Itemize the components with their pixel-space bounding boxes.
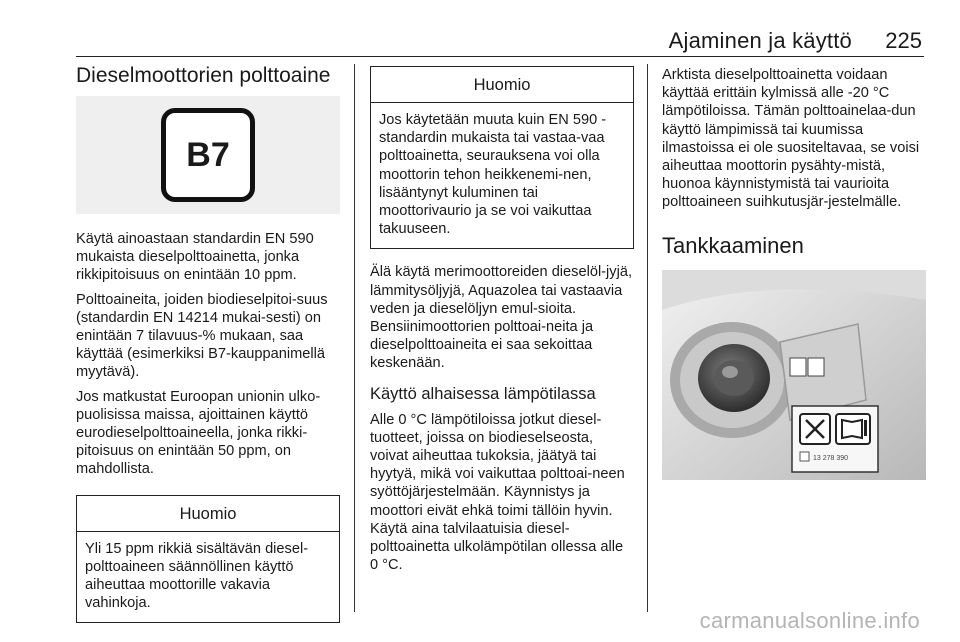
column-divider-1: [354, 64, 355, 612]
column-2: [370, 66, 634, 574]
subheading-low-temperature: Käyttö alhaisessa lämpötilassa: [370, 384, 596, 403]
label-code: 13 278 390: [813, 454, 849, 462]
section-title-diesel: Dieselmoottorien polttoaine: [76, 64, 331, 87]
column-divider-2: [647, 64, 648, 612]
column-1: [76, 62, 340, 623]
page-header: [0, 0, 960, 60]
note-box: [370, 66, 634, 249]
note-body: Jos käytetään muuta kuin EN 590 -standardin mukaista tai vastaa-vaa polttoainetta, seurauksena voi olla moottorin tehon heikkenemi-nen, lisääntynyt kuluminen tai moottorivaurio ja se voi vaikuttaa takuuseen.: [379, 112, 607, 238]
paragraph: Jos matkustat Euroopan unionin ulko-puolisissa maissa, ajoittainen käyttö eurodieselpolttoaineella, jonka rikki-pitoisuus on enintään 50 ppm, on mahdollista.: [76, 388, 321, 478]
paragraph: Arktista dieselpolttoainetta voidaan käyttää erittäin kylmissä alle -20 °C lämpötiloissa. Tämän polttoainelaa-dun käyttö lämpimissä tai kuumissa ilmastoissa ei ole suositeltavaa, se voisi aiheuttaa moottorin pysähty-mistä, huonoa käynnistymistä tai vaurioita polttoaineen suihkutusjär-jestelmälle.: [662, 67, 920, 211]
watermark: carmanualsonline.info: [699, 608, 920, 633]
note-title: Huomio: [77, 496, 339, 532]
fuel-label-figure: [76, 96, 340, 214]
note-title: Huomio: [371, 67, 633, 103]
paragraph: Älä käytä merimoottoreiden dieselöl-jyjä, lämmitysöljyjä, Aquazolea tai vastaavia veden ja dieselöljyn emul-sioita. Bensiinimoottorien polttoai-neita ja dieselpolttoaineita ei saa sekoittaa keskenään.: [370, 264, 632, 372]
b7-fuel-icon: [161, 108, 255, 202]
fuel-filler-illustration: [662, 270, 926, 480]
fuel-label-sticker: [792, 406, 878, 472]
column-3: [662, 66, 926, 480]
paragraph: Käytä ainoastaan standardin EN 590 mukaista dieselpolttoainetta, jonka rikkipitoisuus on enintään 10 ppm.: [76, 231, 314, 284]
chapter-title: Ajaminen ja käyttö: [668, 28, 852, 53]
paragraph: Polttoaineita, joiden biodieselpitoi-suus (standardin EN 14214 mukai-sesti) on enintään 7 tilavuus-% mukaan, saa käyttää (esimerkiksi B7-kauppanimellä myytävä).: [76, 291, 328, 381]
section-title-refuelling: Tankkaaminen: [662, 232, 804, 258]
fuel-filler-photo: [662, 270, 926, 480]
note-box: [76, 495, 340, 624]
note-body: Yli 15 ppm rikkiä sisältävän diesel-polttoaineen säännöllinen käyttö aiheuttaa moottorille vakavia vahinkoja.: [85, 540, 309, 612]
paragraph: Alle 0 °C lämpötiloissa jotkut diesel-tuotteet, joissa on biodieselseosta, voivat aiheuttaa tukoksia, jäätyä tai hyytyä, mikä voi vaikuttaa polttoai-neen syöttöjärjestelmään. Käynnistys ja moottori eivät ehkä toimi tällöin hyvin. Käytä aina talvilaatuisia diesel-polttoainetta ulkolämpötilan ollessa alle 0 °C.: [370, 411, 625, 574]
page-number: 225: [885, 28, 922, 53]
fuel-badge-text: B7: [186, 135, 230, 174]
header-divider: [76, 56, 924, 57]
